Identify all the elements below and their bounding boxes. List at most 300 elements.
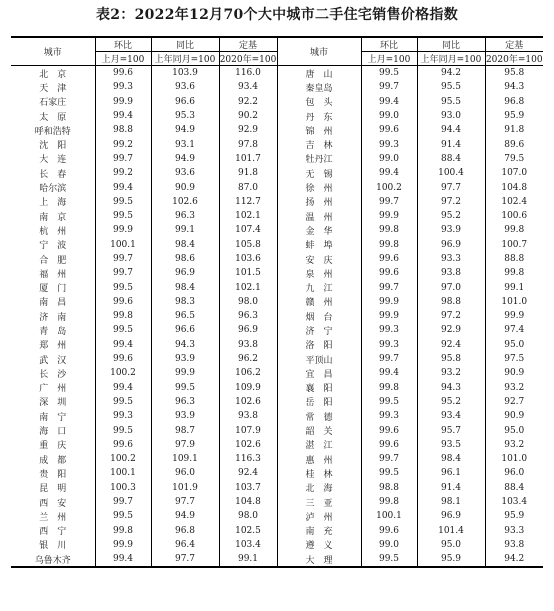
index-mom-cell: 99.4 [361,166,417,180]
city-name-cell: 深 圳 [39,398,67,409]
col-header-city: 城市 [11,37,95,66]
city-name-cell: 锦 州 [277,123,361,137]
city-name-cell: 青 岛 [39,326,67,337]
city-name-cell: 包 头 [277,95,361,109]
city-name-cell: 温 州 [277,209,361,223]
index-yoy-cell: 96.4 [151,538,219,552]
index-mom-cell: 99.4 [95,109,151,123]
index-mom-cell: 99.6 [95,352,151,366]
col-subheader-base: 2020年=100 [219,52,277,66]
city-name-cell: 赣 州 [277,295,361,309]
index-base-cell: 102.1 [219,280,277,294]
index-yoy-cell: 95.2 [417,395,485,409]
index-yoy-cell: 96.3 [151,395,219,409]
index-mom-cell: 99.3 [361,338,417,352]
col-header-mom: 环比 [95,37,151,52]
index-base-cell: 92.2 [219,95,277,109]
index-base-cell: 95.0 [485,423,543,437]
city-name-cell: 大 理 [277,552,361,567]
table-row [11,295,543,309]
index-mom-cell: 99.2 [95,137,151,151]
city-name-cell: 乌鲁木齐 [11,552,95,567]
index-base-cell: 104.8 [219,495,277,509]
index-mom-cell: 99.5 [361,66,417,81]
city-name-cell: 韶 关 [277,423,361,437]
index-base-cell: 107.0 [485,166,543,180]
city-name-cell: 合 肥 [39,255,67,266]
city-name-cell: 西 宁 [39,527,67,538]
index-mom-cell: 100.1 [95,238,151,252]
index-mom-cell: 99.5 [95,209,151,223]
index-base-cell: 107.9 [219,423,277,437]
index-yoy-cell: 103.9 [151,66,219,81]
index-yoy-cell: 99.5 [151,381,219,395]
index-mom-cell: 99.5 [95,280,151,294]
index-mom-cell: 99.3 [361,137,417,151]
index-base-cell: 90.9 [485,409,543,423]
table-row [11,366,543,380]
index-mom-cell: 99.4 [361,366,417,380]
index-mom-cell: 99.5 [95,395,151,409]
index-base-cell: 93.8 [219,409,277,423]
index-yoy-cell: 97.7 [151,495,219,509]
index-mom-cell: 100.1 [95,466,151,480]
index-base-cell: 95.8 [485,66,543,81]
index-yoy-cell: 96.6 [151,323,219,337]
city-name-cell: 济 宁 [277,323,361,337]
index-yoy-cell: 101.4 [417,524,485,538]
col-subheader-mom: 上月=100 [361,52,417,66]
table-row [11,266,543,280]
table-row [11,223,543,237]
index-base-cell: 92.7 [485,395,543,409]
index-mom-cell: 99.3 [95,80,151,94]
index-base-cell: 105.8 [219,238,277,252]
table-row [11,166,543,180]
index-yoy-cell: 95.0 [417,538,485,552]
index-yoy-cell: 98.4 [417,452,485,466]
index-base-cell: 79.5 [485,152,543,166]
index-mom-cell: 99.6 [361,266,417,280]
city-name-cell: 烟 台 [277,309,361,323]
table-row [11,524,543,538]
city-name-cell: 丹 东 [277,109,361,123]
index-base-cell: 88.4 [485,481,543,495]
city-name-cell: 长 春 [39,169,67,180]
index-yoy-cell: 98.7 [151,423,219,437]
index-yoy-cell: 94.9 [151,152,219,166]
table-row [11,452,543,466]
table-row [11,280,543,294]
city-name-cell: 襄 阳 [277,381,361,395]
col-subheader-yoy: 上年同月=100 [151,52,219,66]
index-yoy-cell: 109.1 [151,452,219,466]
table-row [11,438,543,452]
table-row [11,152,543,166]
index-base-cell: 112.7 [219,195,277,209]
city-name-cell: 郑 州 [39,341,67,352]
index-base-cell: 96.9 [219,323,277,337]
index-mom-cell: 99.4 [361,95,417,109]
index-yoy-cell: 93.2 [417,366,485,380]
table-row [11,509,543,523]
index-base-cell: 92.4 [219,466,277,480]
city-name-cell: 昆 明 [39,484,67,495]
city-name-cell: 遵 义 [277,538,361,552]
table-row [11,495,543,509]
index-base-cell: 102.4 [485,195,543,209]
city-name-cell: 扬 州 [277,195,361,209]
index-yoy-cell: 88.4 [417,152,485,166]
city-name-cell: 长 沙 [39,369,67,380]
table-row [11,195,543,209]
index-yoy-cell: 95.2 [417,209,485,223]
index-base-cell: 102.6 [219,395,277,409]
index-base-cell: 87.0 [219,180,277,194]
city-name-cell: 厦 门 [39,284,67,295]
index-mom-cell: 99.6 [95,295,151,309]
index-yoy-cell: 98.4 [151,280,219,294]
index-base-cell: 98.0 [219,509,277,523]
city-name-cell: 天 津 [39,83,67,94]
city-name-cell: 平顶山 [277,352,361,366]
city-name-cell: 石家庄 [39,98,67,109]
index-yoy-cell: 94.9 [151,509,219,523]
col-subheader-base: 2020年=100 [485,52,543,66]
city-name-cell: 牡丹江 [277,152,361,166]
city-name-cell: 安 庆 [277,252,361,266]
index-mom-cell: 99.8 [361,495,417,509]
index-base-cell: 99.9 [485,309,543,323]
index-yoy-cell: 93.0 [417,109,485,123]
city-name-cell: 九 江 [277,280,361,294]
index-yoy-cell: 96.1 [417,466,485,480]
index-base-cell: 109.9 [219,381,277,395]
index-yoy-cell: 93.9 [417,223,485,237]
index-mom-cell: 99.7 [361,280,417,294]
index-yoy-cell: 96.9 [417,509,485,523]
index-yoy-cell: 95.5 [417,80,485,94]
index-yoy-cell: 96.3 [151,209,219,223]
city-name-cell: 常 德 [277,409,361,423]
index-base-cell: 99.8 [485,223,543,237]
index-base-cell: 96.8 [485,95,543,109]
city-name-cell: 蚌 埠 [277,238,361,252]
index-yoy-cell: 93.9 [151,409,219,423]
index-yoy-cell: 98.3 [151,295,219,309]
index-yoy-cell: 93.6 [151,166,219,180]
city-name-cell: 惠 州 [277,452,361,466]
index-mom-cell: 99.5 [95,509,151,523]
table-row [11,338,543,352]
city-name-cell: 宁 波 [39,241,67,252]
index-mom-cell: 99.9 [361,309,417,323]
index-mom-cell: 100.2 [361,180,417,194]
city-name-cell: 沈 阳 [39,141,67,152]
city-name-cell: 武 汉 [39,355,67,366]
index-base-cell: 101.0 [485,452,543,466]
index-yoy-cell: 101.9 [151,481,219,495]
index-base-cell: 106.2 [219,366,277,380]
city-name-cell: 西 安 [39,498,67,509]
city-name-cell: 成 都 [39,455,67,466]
index-mom-cell: 99.9 [361,295,417,309]
index-mom-cell: 99.7 [95,495,151,509]
index-base-cell: 103.6 [219,252,277,266]
index-yoy-cell: 98.6 [151,252,219,266]
index-mom-cell: 99.5 [95,423,151,437]
city-name-cell: 呼和浩特 [34,126,71,137]
index-mom-cell: 99.6 [361,524,417,538]
index-mom-cell: 99.6 [361,252,417,266]
city-name-cell: 南 充 [277,524,361,538]
city-name-cell: 北 京 [39,69,67,80]
index-yoy-cell: 93.3 [417,252,485,266]
index-base-cell: 97.5 [485,352,543,366]
table-row [11,552,543,567]
index-base-cell: 93.2 [485,381,543,395]
index-mom-cell: 99.7 [95,266,151,280]
index-base-cell: 107.4 [219,223,277,237]
index-mom-cell: 99.9 [95,95,151,109]
index-yoy-cell: 92.9 [417,323,485,337]
city-name-cell: 杭 州 [39,226,67,237]
col-subheader-mom: 上月=100 [95,52,151,66]
index-base-cell: 116.0 [219,66,277,81]
index-yoy-cell: 96.5 [151,309,219,323]
index-base-cell: 91.8 [219,166,277,180]
index-mom-cell: 99.9 [95,538,151,552]
index-mom-cell: 99.7 [95,252,151,266]
table-row [11,137,543,151]
index-yoy-cell: 93.6 [151,80,219,94]
index-mom-cell: 99.6 [361,423,417,437]
index-base-cell: 92.9 [219,123,277,137]
table-row [11,66,543,81]
city-name-cell: 上 海 [39,198,67,209]
index-yoy-cell: 93.1 [151,137,219,151]
table-row [11,423,543,437]
index-mom-cell: 100.2 [95,452,151,466]
index-mom-cell: 99.2 [95,166,151,180]
city-name-cell: 重 庆 [39,441,67,452]
table-row [11,466,543,480]
index-yoy-cell: 98.4 [151,238,219,252]
index-mom-cell: 99.3 [361,323,417,337]
city-name-cell: 福 州 [39,269,67,280]
city-name-cell: 南 昌 [39,298,67,309]
index-mom-cell: 99.6 [361,438,417,452]
index-base-cell: 99.8 [485,266,543,280]
table-row [11,352,543,366]
index-base-cell: 88.8 [485,252,543,266]
index-base-cell: 93.3 [485,524,543,538]
index-yoy-cell: 97.0 [417,280,485,294]
index-mom-cell: 100.1 [361,509,417,523]
index-mom-cell: 99.6 [361,123,417,137]
city-name-cell: 泉 州 [277,266,361,280]
index-base-cell: 99.1 [485,280,543,294]
city-name-cell: 海 口 [39,427,67,438]
table-row [11,109,543,123]
index-yoy-cell: 95.9 [417,552,485,567]
city-name-cell: 兰 州 [39,512,67,523]
index-yoy-cell: 96.9 [151,266,219,280]
index-mom-cell: 99.8 [361,223,417,237]
city-name-cell: 南 京 [39,212,67,223]
index-base-cell: 94.3 [485,80,543,94]
index-mom-cell: 99.6 [95,438,151,452]
index-yoy-cell: 93.4 [417,409,485,423]
index-mom-cell: 99.0 [361,152,417,166]
col-header-yoy: 同比 [151,37,219,52]
index-base-cell: 93.4 [219,80,277,94]
index-yoy-cell: 102.6 [151,195,219,209]
col-header-base: 定基 [219,37,277,52]
index-base-cell: 104.8 [485,180,543,194]
index-mom-cell: 99.3 [95,409,151,423]
index-yoy-cell: 97.9 [151,438,219,452]
city-name-cell: 大 连 [39,155,67,166]
index-mom-cell: 99.7 [361,452,417,466]
table-row [11,309,543,323]
col-header-base: 定基 [485,37,543,52]
index-yoy-cell: 90.9 [151,180,219,194]
city-name-cell: 宜 昌 [277,366,361,380]
index-yoy-cell: 97.7 [417,180,485,194]
index-mom-cell: 99.8 [361,238,417,252]
index-mom-cell: 99.7 [361,80,417,94]
index-mom-cell: 99.5 [361,395,417,409]
index-yoy-cell: 97.2 [417,195,485,209]
index-base-cell: 95.0 [485,338,543,352]
city-name-cell: 济 南 [39,312,67,323]
index-base-cell: 102.5 [219,524,277,538]
index-yoy-cell: 96.8 [151,524,219,538]
table-row [11,252,543,266]
city-name-cell: 三 亚 [277,495,361,509]
index-yoy-cell: 96.0 [151,466,219,480]
col-header-yoy: 同比 [417,37,485,52]
index-yoy-cell: 95.7 [417,423,485,437]
city-name-cell: 徐 州 [277,180,361,194]
index-mom-cell: 98.8 [361,481,417,495]
index-base-cell: 97.8 [219,137,277,151]
city-name-cell: 吉 林 [277,137,361,151]
index-yoy-cell: 99.1 [151,223,219,237]
index-yoy-cell: 96.6 [151,95,219,109]
index-yoy-cell: 96.9 [417,238,485,252]
col-header-mom: 环比 [361,37,417,52]
index-mom-cell: 99.9 [95,223,151,237]
index-base-cell: 99.1 [219,552,277,567]
index-base-cell: 100.6 [485,209,543,223]
table-row [11,123,543,137]
index-mom-cell: 99.4 [95,552,151,567]
table-row [11,409,543,423]
index-mom-cell: 99.6 [95,66,151,81]
table-body [11,66,543,568]
index-mom-cell: 99.8 [95,309,151,323]
index-mom-cell: 100.3 [95,481,151,495]
table-row [11,323,543,337]
index-mom-cell: 99.7 [361,352,417,366]
index-mom-cell: 98.8 [95,123,151,137]
index-base-cell: 93.8 [485,538,543,552]
city-name-cell: 南 宁 [39,412,67,423]
index-base-cell: 100.7 [485,238,543,252]
index-base-cell: 101.0 [485,295,543,309]
index-mom-cell: 99.7 [361,195,417,209]
table-title: 表2：2022年12月70个大中城市二手住宅销售价格指数 [95,7,459,23]
city-name-cell: 湛 江 [277,438,361,452]
index-mom-cell: 99.7 [95,152,151,166]
index-mom-cell: 99.5 [95,323,151,337]
index-base-cell: 95.9 [485,509,543,523]
city-name-cell: 桂 林 [277,466,361,480]
index-mom-cell: 99.0 [361,538,417,552]
city-name-cell: 唐 山 [277,66,361,81]
index-base-cell: 103.4 [485,495,543,509]
index-base-cell: 97.4 [485,323,543,337]
index-mom-cell: 99.5 [361,466,417,480]
city-name-cell: 贵 阳 [39,469,67,480]
city-name-cell: 秦皇岛 [277,80,361,94]
index-base-cell: 101.5 [219,266,277,280]
table-row [11,95,543,109]
index-yoy-cell: 94.9 [151,123,219,137]
index-base-cell: 102.1 [219,209,277,223]
index-yoy-cell: 97.2 [417,309,485,323]
index-yoy-cell: 99.9 [151,366,219,380]
index-mom-cell: 99.4 [95,338,151,352]
city-name-cell: 北 海 [277,481,361,495]
index-base-cell: 90.2 [219,109,277,123]
index-base-cell: 93.2 [485,438,543,452]
col-header-city: 城市 [277,37,361,66]
index-yoy-cell: 97.7 [151,552,219,567]
index-mom-cell: 100.2 [95,366,151,380]
index-yoy-cell: 94.3 [417,381,485,395]
col-subheader-yoy: 上年同月=100 [417,52,485,66]
index-base-cell: 95.9 [485,109,543,123]
table-row [11,395,543,409]
index-mom-cell: 99.5 [361,552,417,567]
index-yoy-cell: 94.4 [417,123,485,137]
index-mom-cell: 99.9 [361,209,417,223]
index-yoy-cell: 95.8 [417,352,485,366]
index-mom-cell: 99.4 [95,180,151,194]
index-base-cell: 96.0 [485,466,543,480]
index-yoy-cell: 93.5 [417,438,485,452]
city-name-cell: 泸 州 [277,509,361,523]
index-yoy-cell: 98.1 [417,495,485,509]
index-yoy-cell: 93.9 [151,352,219,366]
city-name-cell: 金 华 [277,223,361,237]
city-name-cell: 太 原 [39,112,67,123]
index-mom-cell: 99.0 [361,109,417,123]
index-base-cell: 89.6 [485,137,543,151]
index-yoy-cell: 91.4 [417,137,485,151]
table-row [11,180,543,194]
table-row [11,538,543,552]
index-mom-cell: 99.3 [361,409,417,423]
index-base-cell: 96.3 [219,309,277,323]
table-row [11,238,543,252]
city-name-cell: 无 锡 [277,166,361,180]
index-mom-cell: 99.5 [95,195,151,209]
index-yoy-cell: 95.3 [151,109,219,123]
